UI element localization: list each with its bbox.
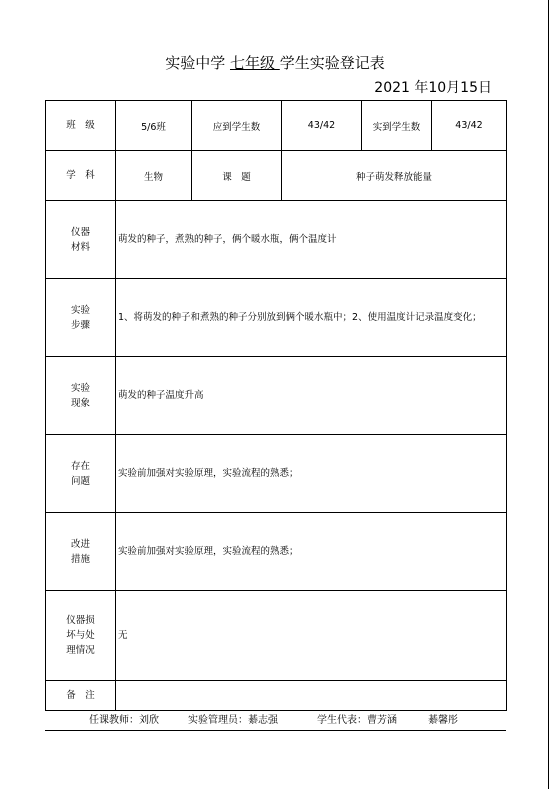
- class-value: 5/6班: [116, 101, 192, 151]
- remarks-row: [46, 681, 507, 711]
- topic-label: 课 题: [192, 151, 282, 201]
- page-edge-line: [548, 0, 549, 789]
- expected-students-label: 应到学生数: [192, 101, 282, 151]
- actual-students-value: 43/42: [432, 101, 507, 151]
- expected-students-value: 43/42: [282, 101, 362, 151]
- actual-students-label: 实到学生数: [362, 101, 432, 151]
- class-row: [46, 101, 507, 151]
- problems-value: 实验前加强对实验原理，实验流程的熟悉；: [116, 435, 507, 513]
- phenomena-row: [46, 357, 507, 435]
- materials-value: 萌发的种子，煮熟的种子，俩个暖水瓶，俩个温度计: [116, 201, 507, 279]
- date: 2021 年10月15日: [374, 80, 492, 96]
- phenomena-label: 实验 现象: [46, 357, 116, 435]
- subject-value: 生物: [116, 151, 192, 201]
- experiment-registration-table: [45, 100, 507, 711]
- improvements-label: 改进 措施: [46, 513, 116, 591]
- page-title: [45, 52, 505, 74]
- grade-field: 七年级: [229, 54, 280, 72]
- materials-label: 仪器 材料: [46, 201, 116, 279]
- damage-value: 无: [116, 591, 507, 681]
- signature-footer: [45, 711, 506, 731]
- damage-row: [46, 591, 507, 681]
- problems-label: 存在 问题: [46, 435, 116, 513]
- teacher-signature: 任课教师：刘欣: [89, 715, 159, 726]
- student-rep-2-signature: 綦馨彤: [428, 715, 458, 726]
- steps-value: 1、将萌发的种子和煮熟的种子分别放到俩个暖水瓶中；2、使用温度计记录温度变化；: [116, 279, 507, 357]
- lab-admin-signature: 实验管理员：綦志强: [188, 715, 278, 726]
- subject-row: [46, 151, 507, 201]
- title-prefix: 实验中学: [165, 54, 230, 72]
- subject-label: 学 科: [46, 151, 116, 201]
- student-rep-signature: 学生代表：曹芳涵: [317, 715, 397, 726]
- steps-label: 实验 步骤: [46, 279, 116, 357]
- damage-label: 仪器损 坏与处 理情况: [46, 591, 116, 681]
- phenomena-value: 萌发的种子温度升高: [116, 357, 507, 435]
- title-suffix: 学生实验登记表: [279, 54, 385, 72]
- improvements-row: [46, 513, 507, 591]
- problems-row: [46, 435, 507, 513]
- improvements-value: 实验前加强对实验原理，实验流程的熟悉；: [116, 513, 507, 591]
- remarks-label: 备 注: [46, 681, 116, 711]
- remarks-value: [116, 681, 507, 711]
- topic-value: 种子萌发释放能量: [282, 151, 507, 201]
- class-label: 班 级: [46, 101, 116, 151]
- materials-row: [46, 201, 507, 279]
- steps-row: [46, 279, 507, 357]
